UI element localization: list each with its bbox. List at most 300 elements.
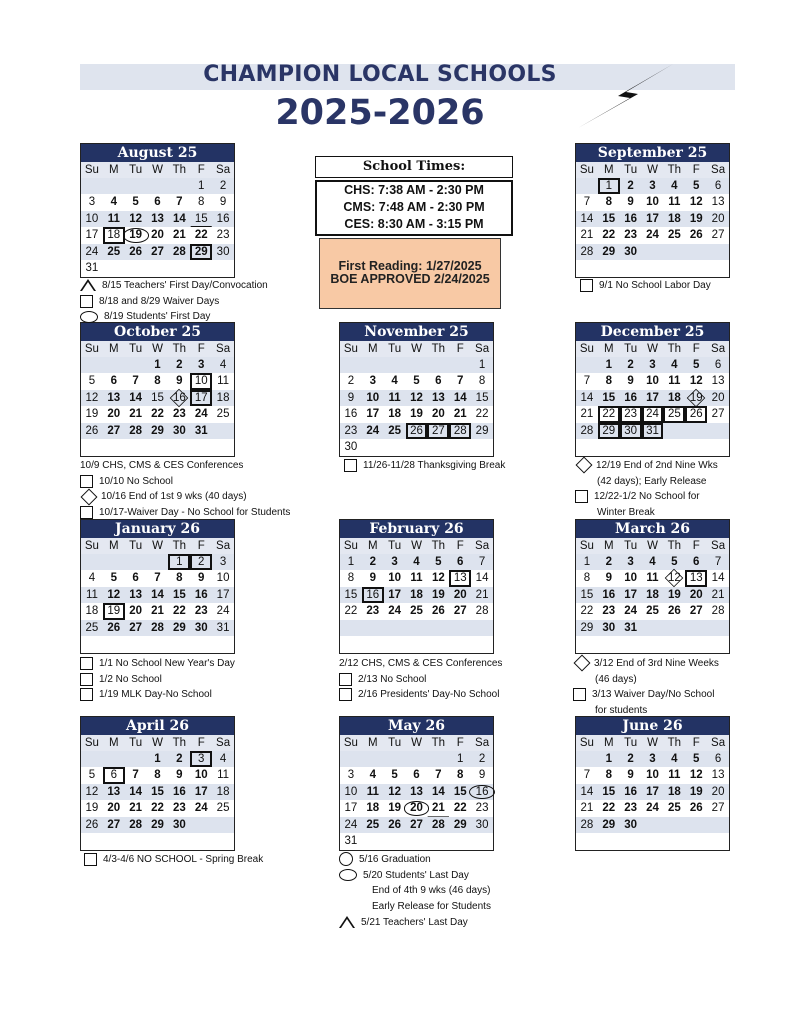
day-cell: 3 — [347, 769, 355, 782]
day-cell: 23 — [172, 802, 186, 815]
day-cell — [362, 620, 384, 636]
weekday-label: Tu — [129, 737, 143, 749]
day-cell — [168, 260, 190, 276]
day-cell: 15 — [475, 391, 489, 404]
day-cell: 31 — [194, 424, 208, 437]
day-cell: 29 — [602, 818, 616, 831]
month-calendar — [80, 716, 235, 851]
day-cell: 14 — [580, 212, 594, 225]
day-cell: 30 — [172, 424, 186, 437]
first-reading-box — [319, 238, 501, 309]
day-cell: 25 — [216, 408, 230, 421]
weekday-label: Su — [343, 540, 358, 552]
week-row — [340, 751, 493, 767]
week-row — [576, 800, 729, 816]
day-cell — [620, 636, 642, 652]
weekday-label: M — [603, 737, 614, 749]
day-cell: 2 — [478, 753, 486, 765]
day-cell — [707, 817, 729, 833]
day-cell: 11 — [668, 769, 681, 782]
month-calendar — [80, 519, 235, 654]
day-cell: 23 — [624, 802, 638, 815]
legend-item: 10/16 End of 1st 9 wks (40 days) — [80, 489, 290, 505]
day-cell — [125, 357, 147, 373]
day-cell: 1 — [457, 753, 464, 765]
day-cell: 9 — [478, 769, 486, 782]
month-title: April 26 — [81, 717, 234, 735]
day-cell — [427, 620, 449, 636]
week-row — [340, 554, 493, 570]
day-cell: 14 — [129, 785, 143, 798]
legend-item: 5/16 Graduation — [339, 852, 491, 868]
day-cell: 25 — [667, 802, 681, 815]
day-cell — [685, 439, 707, 455]
day-cell — [147, 260, 169, 276]
day-cell: 7 — [132, 769, 139, 782]
day-cell: 18 — [646, 588, 659, 601]
day-cell — [340, 751, 362, 767]
day-cell: 17 — [646, 391, 659, 404]
weekday-label: F — [456, 540, 464, 552]
day-cell: 27 — [711, 802, 725, 815]
day-grid — [81, 178, 234, 276]
day-cell: 13 — [410, 785, 423, 798]
day-cell — [707, 620, 729, 636]
legend-item: 8/19 Students' First Day — [80, 309, 268, 325]
day-cell: 22 — [598, 406, 620, 422]
day-cell: 2 — [219, 180, 227, 192]
day-cell: 20 — [151, 229, 164, 242]
week-row — [340, 357, 493, 373]
month-title: March 26 — [576, 520, 729, 538]
day-cell: 12 — [689, 375, 703, 388]
day-cell: 18 — [85, 605, 99, 618]
weekday-header — [81, 538, 234, 554]
day-cell: 31 — [344, 834, 358, 847]
legend-item: for students — [595, 705, 648, 717]
day-cell — [384, 751, 406, 767]
day-cell — [212, 423, 234, 439]
day-cell: 25 — [388, 424, 402, 437]
day-cell: 15 — [580, 588, 594, 601]
weekday-header — [576, 341, 729, 357]
day-cell — [427, 833, 449, 849]
day-cell: 26 — [689, 229, 703, 242]
weekday-label: Su — [579, 343, 594, 355]
day-grid — [81, 751, 234, 849]
day-cell: 9 — [627, 196, 634, 209]
day-cell: 20 — [406, 800, 428, 816]
day-cell — [384, 357, 406, 373]
day-cell: 17 — [624, 588, 638, 601]
day-cell — [103, 636, 125, 652]
day-cell — [147, 439, 169, 455]
day-cell: 22 — [194, 229, 208, 242]
oval-icon — [339, 852, 353, 866]
weekday-label: Sa — [216, 737, 231, 749]
day-cell: 1 — [583, 556, 591, 568]
day-cell: 5 — [88, 375, 96, 388]
legend-march — [573, 656, 719, 719]
day-cell — [362, 439, 384, 455]
week-row — [81, 194, 234, 210]
day-cell: 26 — [431, 605, 445, 618]
weekday-label: Su — [84, 540, 99, 552]
day-cell: 26 — [667, 605, 681, 618]
weekday-label: Su — [84, 737, 99, 749]
week-row — [576, 373, 729, 389]
weekday-label: Sa — [711, 343, 726, 355]
day-cell: 7 — [457, 375, 464, 388]
day-cell: 29 — [151, 818, 164, 831]
week-row — [340, 784, 493, 800]
day-cell: 22 — [602, 229, 616, 242]
legend-item: 9/1 No School Labor Day — [580, 278, 711, 294]
day-cell — [576, 751, 598, 767]
day-cell: 21 — [453, 408, 467, 421]
day-cell: 13 — [129, 588, 143, 601]
day-cell: 19 — [85, 802, 99, 815]
day-cell: 14 — [580, 391, 594, 404]
day-cell — [212, 439, 234, 455]
day-cell: 1 — [168, 554, 190, 570]
day-cell: 23 — [216, 229, 230, 242]
day-cell: 27 — [129, 621, 143, 634]
day-cell: 13 — [685, 570, 707, 586]
square-icon — [80, 688, 93, 701]
day-cell: 30 — [216, 245, 230, 258]
day-cell: 11 — [668, 375, 681, 388]
week-row — [81, 833, 234, 849]
day-cell: 19 — [125, 227, 147, 243]
day-cell: 7 — [176, 196, 183, 209]
weekday-label: Th — [172, 164, 187, 176]
day-cell — [576, 833, 598, 849]
day-cell — [707, 636, 729, 652]
day-cell: 2 — [190, 554, 212, 570]
legend-item: 5/21 Teachers' Last Day — [339, 915, 491, 931]
day-cell — [598, 636, 620, 652]
day-cell — [147, 833, 169, 849]
day-cell: 17 — [646, 212, 659, 225]
day-cell — [340, 620, 362, 636]
day-cell: 28 — [711, 605, 725, 618]
day-cell: 15 — [344, 588, 358, 601]
day-cell: 5 — [693, 359, 700, 371]
day-cell: 15 — [602, 391, 616, 404]
day-cell: 5 — [413, 375, 420, 388]
week-row — [81, 751, 234, 767]
day-cell — [685, 244, 707, 260]
legend-december — [575, 458, 718, 521]
day-cell: 25 — [410, 605, 423, 618]
weekday-label: W — [647, 540, 658, 552]
day-cell: 6 — [413, 769, 420, 782]
day-cell — [576, 178, 598, 194]
day-cell: 7 — [583, 375, 591, 388]
week-row — [81, 178, 234, 194]
day-cell: 21 — [711, 588, 725, 601]
legend-item: 8/15 Teachers' First Day/Convocation — [80, 278, 268, 294]
day-cell — [362, 357, 384, 373]
day-cell: 8 — [478, 375, 486, 388]
day-cell — [103, 439, 125, 455]
day-cell — [384, 833, 406, 849]
week-row — [81, 406, 234, 422]
day-cell — [340, 636, 362, 652]
day-cell: 27 — [711, 408, 725, 421]
day-cell: 22 — [151, 802, 164, 815]
week-row — [576, 260, 729, 276]
day-cell: 18 — [103, 227, 125, 243]
day-cell: 12 — [107, 588, 121, 601]
day-cell — [81, 554, 103, 570]
day-cell — [168, 833, 190, 849]
day-cell — [663, 423, 685, 439]
day-cell: 6 — [457, 556, 464, 568]
legend-item: 1/19 MLK Day-No School — [80, 687, 235, 703]
day-cell: 10 — [366, 391, 380, 404]
day-cell: 21 — [475, 588, 489, 601]
week-row — [81, 570, 234, 586]
day-cell: 27 — [689, 605, 703, 618]
day-cell: 29 — [598, 423, 620, 439]
month-calendar — [339, 322, 494, 457]
day-cell: 8 — [154, 375, 161, 388]
week-row — [81, 211, 234, 227]
day-cell: 4 — [671, 753, 678, 765]
day-cell — [707, 833, 729, 849]
day-cell: 10 — [194, 769, 208, 782]
day-cell: 10 — [85, 212, 99, 225]
week-row — [340, 570, 493, 586]
day-cell: 17 — [190, 390, 212, 406]
day-cell — [642, 833, 664, 849]
day-cell: 29 — [453, 818, 467, 831]
diamond-icon — [574, 655, 591, 672]
week-row — [81, 817, 234, 833]
week-row — [340, 620, 493, 636]
day-cell: 10 — [646, 375, 659, 388]
week-row — [576, 406, 729, 422]
weekday-label: Th — [667, 164, 682, 176]
day-cell: 26 — [689, 802, 703, 815]
weekday-label: W — [647, 343, 658, 355]
week-row — [81, 373, 234, 389]
week-row — [340, 373, 493, 389]
weekday-label: Th — [172, 540, 187, 552]
day-cell — [576, 357, 598, 373]
day-cell: 20 — [711, 785, 725, 798]
day-cell — [642, 817, 664, 833]
day-cell: 7 — [154, 572, 161, 585]
day-cell: 7 — [714, 556, 722, 568]
day-cell: 2 — [176, 359, 183, 371]
day-cell: 15 — [172, 588, 186, 601]
day-cell — [406, 636, 428, 652]
day-cell: 12 — [129, 212, 143, 225]
day-cell: 11 — [217, 375, 230, 388]
day-cell: 15 — [602, 212, 616, 225]
week-row — [576, 784, 729, 800]
legend-item: 4/3-4/6 NO SCHOOL - Spring Break — [84, 852, 263, 868]
day-cell — [190, 439, 212, 455]
triangle-icon — [80, 279, 96, 291]
day-cell: 17 — [85, 229, 99, 242]
day-cell: 20 — [107, 802, 121, 815]
weekday-label: Sa — [216, 540, 231, 552]
day-cell: 30 — [602, 621, 616, 634]
day-cell — [576, 439, 598, 455]
square-icon — [80, 506, 93, 519]
weekday-label: Tu — [624, 737, 638, 749]
week-row — [81, 244, 234, 260]
week-row — [576, 244, 729, 260]
week-row — [81, 620, 234, 636]
day-cell: 29 — [172, 621, 186, 634]
week-row — [81, 636, 234, 652]
day-cell — [663, 636, 685, 652]
weekday-label: Tu — [129, 540, 143, 552]
day-cell: 6 — [693, 556, 700, 568]
day-cell — [384, 636, 406, 652]
day-cell: 3 — [649, 753, 656, 765]
weekday-label: F — [456, 737, 464, 749]
day-cell: 26 — [129, 245, 143, 258]
day-cell: 30 — [475, 818, 489, 831]
day-cell: 20 — [711, 212, 725, 225]
day-grid — [81, 357, 234, 455]
day-cell: 25 — [667, 229, 681, 242]
day-cell: 13 — [107, 391, 121, 404]
legend-item: 2/12 CHS, CMS & CES Conferences — [339, 658, 503, 669]
day-cell: 19 — [685, 390, 707, 406]
day-cell: 21 — [129, 408, 143, 421]
square-icon — [339, 673, 352, 686]
school-times — [315, 156, 513, 232]
day-cell: 18 — [366, 802, 380, 815]
day-cell — [147, 554, 169, 570]
day-cell — [707, 439, 729, 455]
week-row — [340, 833, 493, 849]
weekday-label: W — [152, 343, 163, 355]
day-cell: 18 — [410, 588, 423, 601]
weekday-header — [81, 341, 234, 357]
day-cell: 2 — [627, 359, 634, 371]
day-cell: 17 — [646, 785, 659, 798]
day-cell: 1 — [478, 359, 486, 371]
day-cell: 10 — [344, 785, 358, 798]
day-cell: 3 — [649, 180, 656, 192]
day-cell — [81, 636, 103, 652]
weekday-label: F — [197, 737, 205, 749]
square-icon — [80, 475, 93, 488]
day-cell — [168, 636, 190, 652]
week-row — [576, 751, 729, 767]
legend-november — [344, 458, 505, 474]
weekday-label: M — [603, 343, 614, 355]
day-cell: 13 — [151, 212, 164, 225]
day-cell — [471, 620, 493, 636]
day-cell: 7 — [478, 556, 486, 568]
month-title: August 25 — [81, 144, 234, 162]
weekday-label: Th — [431, 737, 446, 749]
weekday-label: Sa — [475, 737, 490, 749]
day-cell — [642, 260, 664, 276]
day-cell: 21 — [172, 229, 186, 242]
day-cell — [642, 244, 664, 260]
weekday-label: Th — [667, 737, 682, 749]
day-cell: 29 — [580, 621, 594, 634]
day-cell — [81, 833, 103, 849]
day-cell — [362, 751, 384, 767]
week-row — [576, 211, 729, 227]
day-cell — [103, 178, 125, 194]
day-cell: 13 — [107, 785, 121, 798]
weekday-label: Th — [172, 737, 187, 749]
day-cell: 22 — [151, 408, 164, 421]
day-cell: 8 — [605, 196, 612, 209]
day-cell: 5 — [671, 556, 678, 568]
day-cell: 16 — [216, 212, 230, 225]
month-calendar — [339, 519, 494, 654]
day-cell — [406, 439, 428, 455]
day-cell: 23 — [344, 424, 358, 437]
day-cell: 14 — [151, 588, 164, 601]
day-cell: 9 — [219, 196, 227, 209]
day-cell: 14 — [129, 391, 143, 404]
day-cell: 5 — [435, 556, 442, 568]
day-cell: 11 — [107, 212, 120, 225]
weekday-label: Sa — [475, 343, 490, 355]
day-cell: 16 — [602, 588, 616, 601]
day-cell — [125, 833, 147, 849]
weekday-label: Sa — [711, 540, 726, 552]
day-cell: 9 — [176, 375, 183, 388]
day-cell: 16 — [172, 785, 186, 798]
day-cell — [125, 636, 147, 652]
weekday-label: W — [152, 737, 163, 749]
day-cell — [620, 439, 642, 455]
day-cell: 14 — [172, 212, 186, 225]
day-cell: 2 — [369, 556, 376, 568]
day-cell: 24 — [642, 406, 664, 422]
day-grid — [576, 554, 729, 652]
weekday-label: F — [692, 540, 700, 552]
day-cell: 23 — [602, 605, 616, 618]
day-cell — [103, 833, 125, 849]
day-cell: 30 — [624, 818, 638, 831]
day-cell — [190, 833, 212, 849]
day-cell: 15 — [602, 785, 616, 798]
day-cell: 14 — [475, 572, 489, 585]
day-cell: 4 — [219, 359, 227, 371]
day-cell: 6 — [714, 180, 722, 192]
weekday-header — [81, 735, 234, 751]
weekday-label: Tu — [624, 164, 638, 176]
day-cell: 23 — [366, 605, 380, 618]
day-cell: 24 — [344, 818, 358, 831]
day-cell — [685, 423, 707, 439]
day-cell: 19 — [410, 408, 423, 421]
week-row — [81, 423, 234, 439]
week-row — [340, 636, 493, 652]
day-cell: 10 — [646, 196, 659, 209]
weekday-label: W — [647, 164, 658, 176]
day-cell: 24 — [646, 802, 659, 815]
weekday-label: Tu — [388, 540, 402, 552]
day-cell: 28 — [475, 605, 489, 618]
